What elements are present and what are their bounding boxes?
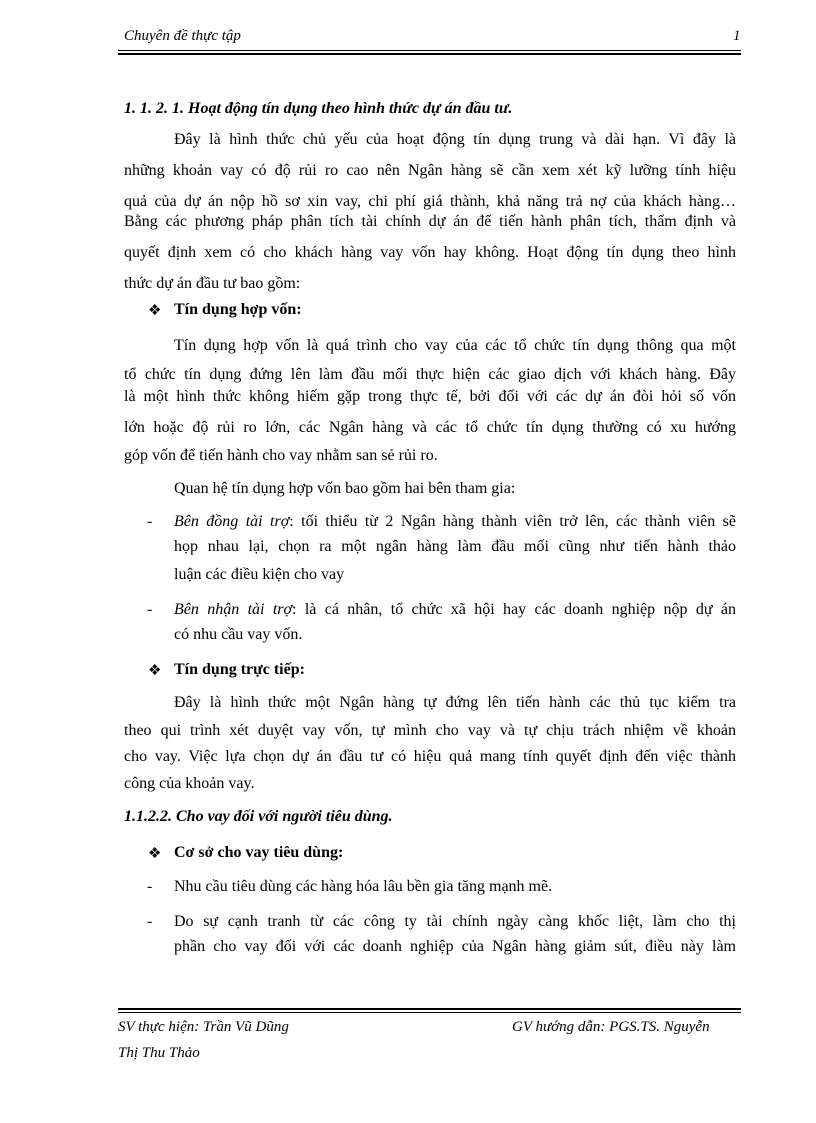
paragraph-line: tổ chức tín dụng đứng lên làm đầu mối thực hiện các giao dịch với khách hàng. Đây: [124, 366, 736, 383]
section-heading: 1.1.2.2. Cho vay đối với người tiêu dùng.: [124, 808, 393, 825]
paragraph-line: Quan hệ tín dụng hợp vốn bao gồm hai bên tham gia:: [174, 480, 516, 497]
footer-advisor-continued: Thị Thu Thảo: [118, 1045, 200, 1061]
footer-student: SV thực hiện: Trần Vũ Dũng: [118, 1019, 289, 1035]
dash-bullet: -: [147, 513, 153, 530]
footer-advisor: GV hướng dẫn: PGS.TS. Nguyễn: [512, 1019, 710, 1035]
bullet-title: Tín dụng trực tiếp:: [174, 661, 305, 678]
paragraph-line: Đây là hình thức một Ngân hàng tự đứng lên tiến hành các thủ tục kiểm tra: [174, 694, 736, 711]
paragraph-line: những khoản vay có độ rủi ro cao nên Ngân hàng sẽ cần xem xét kỹ lưỡng tính hiệu: [124, 162, 736, 179]
dash-item-line: [174, 601, 736, 619]
diamond-bullet-icon: ❖: [148, 303, 162, 319]
dash-item-line: [174, 513, 736, 531]
section-heading: 1. 1. 2. 1. Hoạt động tín dụng theo hình thức dự án đầu tư.: [124, 100, 513, 117]
paragraph-line: theo qui trình xét duyệt vay vốn, tự mình cho vay và tự chịu trách nhiệm về khoản: [124, 722, 736, 739]
diamond-bullet-icon: ❖: [148, 846, 162, 862]
diamond-bullet-icon: ❖: [148, 663, 162, 679]
bullet-title: Cơ sở cho vay tiêu dùng:: [174, 844, 344, 861]
paragraph-line: quyết định xem có cho khách hàng vay vốn hay không. Hoạt động tín dụng theo hình: [124, 244, 736, 261]
header-title: Chuyên đề thực tập: [124, 28, 241, 44]
header-rule-thin: [118, 50, 741, 51]
paragraph-line: Bằng các phương pháp phân tích tài chính dự án để tiến hành phân tích, thẩm định và: [124, 213, 736, 230]
bullet-title: Tín dụng hợp vốn:: [174, 301, 302, 318]
dash-bullet: -: [147, 913, 153, 930]
paragraph-line: quả của dự án nộp hồ sơ xin vay, chi phí giá thành, khả năng trả nợ của khách hàng…: [124, 193, 736, 210]
paragraph-line: cho vay. Việc lựa chọn dự án đầu tư có hiệu quả mang tính quyết định đến việc thành: [124, 748, 736, 765]
dash-item-line: Nhu cầu tiêu dùng các hàng hóa lâu bền gia tăng mạnh mẽ.: [174, 878, 553, 895]
paragraph-line: Đây là hình thức chủ yếu của hoạt động tín dụng trung và dài hạn. Vì đây là: [174, 131, 736, 148]
paragraph-line: Tín dụng hợp vốn là quá trình cho vay của các tổ chức tín dụng thông qua một: [174, 337, 736, 354]
page-number: 1: [733, 28, 741, 44]
dash-item-term: Bên đồng tài trợ: [174, 513, 290, 530]
dash-bullet: -: [147, 601, 153, 618]
dash-item-line: phần cho vay đối với các doanh nghiệp của Ngân hàng giảm sút, điều này làm: [174, 938, 736, 955]
dash-item-text: : tối thiểu từ 2 Ngân hàng thành viên trở lên, các thành viên sẽ: [289, 513, 736, 530]
dash-item-line: luận các điều kiện cho vay: [174, 566, 345, 583]
paragraph-line: là một hình thức không hiếm gặp trong thực tế, bởi đối với các dự án đòi hỏi số vốn: [124, 388, 736, 405]
dash-item-line: Do sự cạnh tranh từ các công ty tài chính ngày càng khốc liệt, làm cho thị: [174, 913, 736, 930]
paragraph-line: góp vốn để tiến hành cho vay nhằm san sẻ rủi ro.: [124, 447, 438, 464]
paragraph-line: lớn hoặc độ rủi ro lớn, các Ngân hàng và các tổ chức tín dụng thường có xu hướng: [124, 419, 736, 436]
dash-item-term: Bên nhận tài trợ: [174, 601, 293, 618]
paragraph-line: công của khoản vay.: [124, 775, 255, 792]
dash-item-line: có nhu cầu vay vốn.: [174, 626, 303, 643]
paragraph-line: thức dự án đầu tư bao gồm:: [124, 275, 301, 292]
dash-bullet: -: [147, 878, 153, 895]
dash-item-text: : là cá nhân, tổ chức xã hội hay các doanh nghiệp nộp dự án: [292, 601, 736, 618]
footer-rule-thin: [118, 1012, 741, 1013]
footer-rule-thick: [118, 1008, 741, 1010]
dash-item-line: họp nhau lại, chọn ra một ngân hàng làm đầu mối cũng như tiến hành thảo: [174, 538, 736, 555]
header-rule-thick: [118, 53, 741, 55]
